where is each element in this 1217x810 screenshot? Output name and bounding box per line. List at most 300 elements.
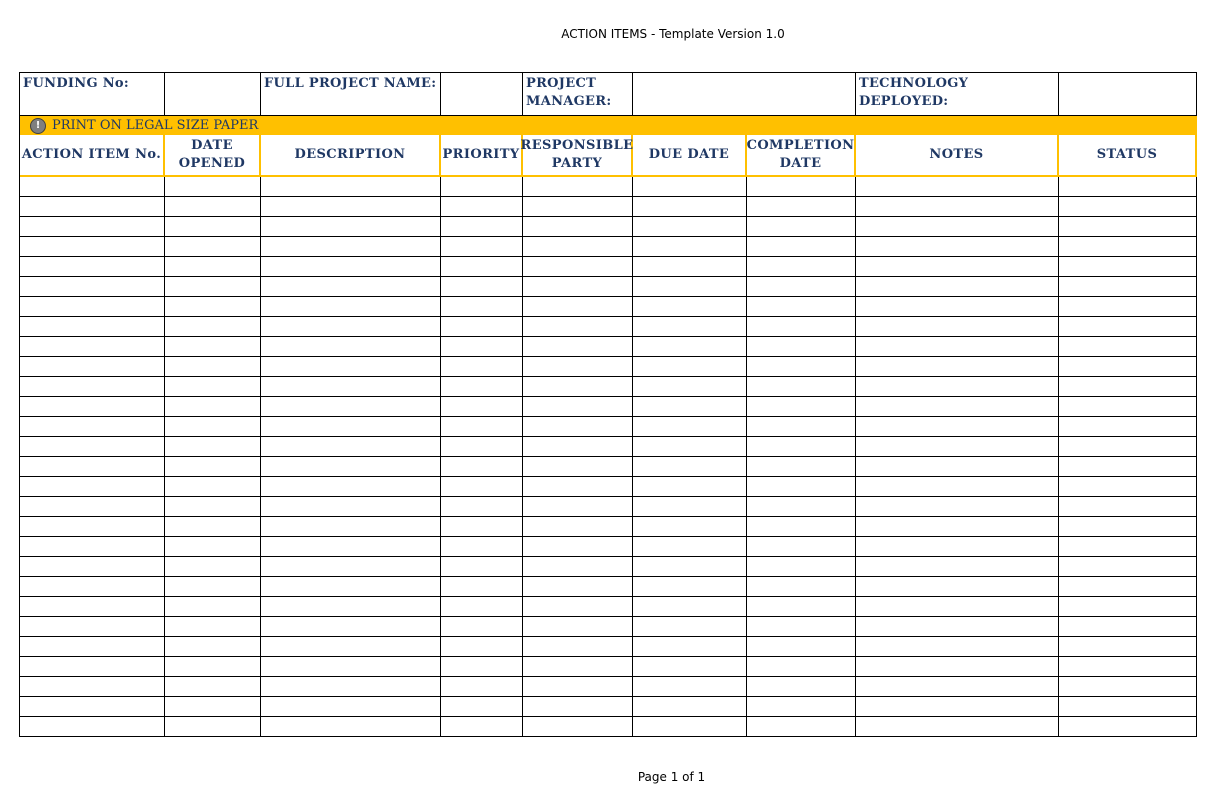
table-cell[interactable]: [747, 557, 856, 577]
table-cell[interactable]: [261, 537, 441, 557]
table-cell[interactable]: [441, 257, 523, 277]
table-cell[interactable]: [523, 577, 633, 597]
table-row: [19, 297, 1197, 317]
table-cell[interactable]: [165, 177, 261, 197]
table-cell[interactable]: [165, 477, 261, 497]
page-footer: Page 1 of 1: [637, 770, 706, 784]
table-cell[interactable]: [633, 297, 747, 317]
table-cell[interactable]: [19, 517, 165, 537]
column-header-4: RESPONSIBLE PARTY: [523, 135, 633, 177]
table-cell[interactable]: [747, 677, 856, 697]
table-cell[interactable]: [747, 297, 856, 317]
table-cell[interactable]: [633, 257, 747, 277]
table-cell[interactable]: [1059, 417, 1197, 437]
table-cell[interactable]: [1059, 237, 1197, 257]
banner-text: PRINT ON LEGAL SIZE PAPER: [52, 118, 259, 133]
table-cell[interactable]: [1059, 377, 1197, 397]
table-cell[interactable]: [856, 617, 1059, 637]
table-cell[interactable]: [165, 677, 261, 697]
table-cell[interactable]: [19, 597, 165, 617]
table-cell[interactable]: [856, 597, 1059, 617]
table-left-border: [19, 72, 20, 737]
table-cell[interactable]: [523, 257, 633, 277]
table-cell[interactable]: [1059, 257, 1197, 277]
table-cell[interactable]: [165, 377, 261, 397]
table-cell[interactable]: [856, 377, 1059, 397]
table-cell[interactable]: [856, 517, 1059, 537]
table-cell[interactable]: [165, 357, 261, 377]
table-cell[interactable]: [165, 337, 261, 357]
table-cell[interactable]: [261, 457, 441, 477]
table-cell[interactable]: [165, 257, 261, 277]
table-row: [19, 257, 1197, 277]
table-cell[interactable]: [856, 457, 1059, 477]
table-cell[interactable]: [441, 697, 523, 717]
table-cell[interactable]: [19, 357, 165, 377]
table-cell[interactable]: [523, 557, 633, 577]
table-cell[interactable]: [261, 417, 441, 437]
table-cell[interactable]: [747, 237, 856, 257]
table-cell[interactable]: [19, 457, 165, 477]
table-cell[interactable]: [856, 337, 1059, 357]
table-cell[interactable]: [261, 317, 441, 337]
table-row: [19, 317, 1197, 337]
table-cell[interactable]: [1059, 557, 1197, 577]
table-cell[interactable]: [523, 477, 633, 497]
table-cell[interactable]: [523, 717, 633, 737]
table-cell[interactable]: [1059, 437, 1197, 457]
table-cell[interactable]: [19, 657, 165, 677]
column-header-8: STATUS: [1059, 135, 1197, 177]
table-cell[interactable]: [747, 357, 856, 377]
table-cell[interactable]: [441, 397, 523, 417]
table-row: [19, 697, 1197, 717]
print-banner: [19, 115, 1197, 135]
table-cell[interactable]: [856, 557, 1059, 577]
table-cell[interactable]: [523, 317, 633, 337]
table-cell[interactable]: [1059, 717, 1197, 737]
table-row: [19, 477, 1197, 497]
table-cell[interactable]: [1059, 397, 1197, 417]
table-cell[interactable]: [633, 197, 747, 217]
technology-label: TECHNOLOGY DEPLOYED:: [859, 76, 969, 109]
table-cell[interactable]: [441, 497, 523, 517]
table-row: [19, 277, 1197, 297]
warning-icon: !: [30, 118, 46, 134]
table-row: [19, 357, 1197, 377]
column-header-3: PRIORITY: [441, 135, 523, 177]
table-cell[interactable]: [1059, 657, 1197, 677]
table-cell[interactable]: [856, 577, 1059, 597]
table-cell[interactable]: [19, 697, 165, 717]
table-cell[interactable]: [633, 457, 747, 477]
table-cell[interactable]: [633, 277, 747, 297]
table-cell[interactable]: [1059, 637, 1197, 657]
table-cell[interactable]: [165, 437, 261, 457]
table-cell[interactable]: [441, 317, 523, 337]
table-cell[interactable]: [856, 217, 1059, 237]
table-cell[interactable]: [441, 297, 523, 317]
table-cell[interactable]: [856, 257, 1059, 277]
project-info-row: [19, 72, 1197, 115]
table-cell[interactable]: [523, 357, 633, 377]
table-cell[interactable]: [856, 677, 1059, 697]
table-cell[interactable]: [747, 497, 856, 517]
table-cell[interactable]: [523, 397, 633, 417]
table-cell[interactable]: [165, 317, 261, 337]
table-cell[interactable]: [19, 617, 165, 637]
table-cell[interactable]: [1059, 297, 1197, 317]
table-cell[interactable]: [856, 397, 1059, 417]
table-row: [19, 597, 1197, 617]
column-header-0: ACTION ITEM No.: [19, 135, 165, 177]
table-cell[interactable]: [523, 517, 633, 537]
table-cell[interactable]: [747, 177, 856, 197]
table-cell[interactable]: [1059, 497, 1197, 517]
table-cell[interactable]: [747, 537, 856, 557]
table-cell[interactable]: [261, 397, 441, 417]
table-cell[interactable]: [165, 457, 261, 477]
column-header-1: DATE OPENED: [165, 135, 261, 177]
table-cell[interactable]: [261, 677, 441, 697]
table-cell[interactable]: [19, 217, 165, 237]
table-cell[interactable]: [856, 537, 1059, 557]
table-cell[interactable]: [261, 497, 441, 517]
table-cell[interactable]: [165, 597, 261, 617]
table-row: [19, 677, 1197, 697]
table-cell[interactable]: [523, 217, 633, 237]
table-row: [19, 217, 1197, 237]
table-cell[interactable]: [165, 197, 261, 217]
table-cell[interactable]: [261, 577, 441, 597]
table-cell[interactable]: [633, 377, 747, 397]
table-cell[interactable]: [856, 437, 1059, 457]
table-cell[interactable]: [441, 437, 523, 457]
table-cell[interactable]: [441, 597, 523, 617]
table-cell[interactable]: [747, 217, 856, 237]
table-cell[interactable]: [441, 377, 523, 397]
table-cell[interactable]: [747, 337, 856, 357]
table-cell[interactable]: [633, 517, 747, 537]
table-cell[interactable]: [1059, 477, 1197, 497]
table-cell[interactable]: [1059, 677, 1197, 697]
table-cell[interactable]: [19, 237, 165, 257]
table-cell[interactable]: [261, 357, 441, 377]
column-header-7: NOTES: [856, 135, 1059, 177]
table-cell[interactable]: [19, 417, 165, 437]
table-cell[interactable]: [165, 497, 261, 517]
table-cell[interactable]: [856, 277, 1059, 297]
table-cell[interactable]: [633, 317, 747, 337]
funding-input[interactable]: [164, 73, 261, 115]
table-cell[interactable]: [19, 297, 165, 317]
table-cell[interactable]: [19, 717, 165, 737]
table-cell[interactable]: [523, 337, 633, 357]
table-cell[interactable]: [261, 557, 441, 577]
table-cell[interactable]: [441, 277, 523, 297]
table-cell[interactable]: [633, 577, 747, 597]
table-cell[interactable]: [633, 617, 747, 637]
table-cell[interactable]: [1059, 697, 1197, 717]
table-row: [19, 237, 1197, 257]
table-cell[interactable]: [1059, 357, 1197, 377]
table-row: [19, 457, 1197, 477]
table-cell[interactable]: [165, 417, 261, 437]
table-cell[interactable]: [261, 437, 441, 457]
table-cell[interactable]: [633, 237, 747, 257]
project-manager-label: PROJECT MANAGER:: [526, 76, 612, 109]
table-cell[interactable]: [19, 497, 165, 517]
table-cell[interactable]: [747, 617, 856, 637]
table-cell[interactable]: [1059, 277, 1197, 297]
table-cell[interactable]: [633, 397, 747, 417]
table-cell[interactable]: [19, 397, 165, 417]
table-cell[interactable]: [856, 357, 1059, 377]
table-cell[interactable]: [165, 657, 261, 677]
table-cell[interactable]: [633, 717, 747, 737]
table-cell[interactable]: [165, 217, 261, 237]
project-name-input[interactable]: [440, 73, 523, 115]
table-cell[interactable]: [856, 317, 1059, 337]
table-cell[interactable]: [19, 577, 165, 597]
table-cell[interactable]: [856, 717, 1059, 737]
table-cell[interactable]: [261, 257, 441, 277]
table-cell[interactable]: [1059, 597, 1197, 617]
table-cell[interactable]: [261, 477, 441, 497]
table-cell[interactable]: [633, 537, 747, 557]
table-cell[interactable]: [523, 437, 633, 457]
table-cell[interactable]: [633, 217, 747, 237]
table-cell[interactable]: [1059, 517, 1197, 537]
table-cell[interactable]: [441, 457, 523, 477]
table-cell[interactable]: [165, 577, 261, 597]
table-cell[interactable]: [261, 517, 441, 537]
table-cell[interactable]: [441, 477, 523, 497]
table-cell[interactable]: [1059, 177, 1197, 197]
table-cell[interactable]: [856, 477, 1059, 497]
table-cell[interactable]: [1059, 617, 1197, 637]
table-cell[interactable]: [441, 337, 523, 357]
table-cell[interactable]: [19, 477, 165, 497]
table-cell[interactable]: [747, 317, 856, 337]
table-cell[interactable]: [523, 417, 633, 437]
table-cell[interactable]: [747, 577, 856, 597]
table-cell[interactable]: [747, 457, 856, 477]
table-cell[interactable]: [633, 357, 747, 377]
action-items-table: [19, 177, 1197, 737]
column-header-row: [19, 135, 1197, 177]
table-cell[interactable]: [523, 457, 633, 477]
table-cell[interactable]: [856, 237, 1059, 257]
table-cell[interactable]: [261, 297, 441, 317]
table-cell[interactable]: [19, 637, 165, 657]
table-cell[interactable]: [165, 617, 261, 637]
table-cell[interactable]: [165, 517, 261, 537]
table-cell[interactable]: [165, 537, 261, 557]
table-row: [19, 657, 1197, 677]
table-cell[interactable]: [633, 417, 747, 437]
table-row: [19, 397, 1197, 417]
table-cell[interactable]: [747, 637, 856, 657]
table-cell[interactable]: [1059, 317, 1197, 337]
column-header-5: DUE DATE: [633, 135, 747, 177]
table-cell[interactable]: [856, 297, 1059, 317]
table-cell[interactable]: [633, 337, 747, 357]
table-cell[interactable]: [165, 297, 261, 317]
table-cell[interactable]: [19, 377, 165, 397]
table-cell[interactable]: [441, 717, 523, 737]
table-cell[interactable]: [633, 437, 747, 457]
funding-label: FUNDING No:: [19, 73, 164, 115]
table-cell[interactable]: [261, 177, 441, 197]
table-row: [19, 337, 1197, 357]
technology-input[interactable]: [1058, 73, 1197, 115]
table-cell[interactable]: [1059, 537, 1197, 557]
table-cell[interactable]: [441, 197, 523, 217]
table-row: [19, 197, 1197, 217]
table-cell[interactable]: [261, 277, 441, 297]
table-cell[interactable]: [747, 277, 856, 297]
table-cell[interactable]: [856, 177, 1059, 197]
table-cell[interactable]: [633, 637, 747, 657]
table-cell[interactable]: [441, 637, 523, 657]
table-cell[interactable]: [633, 697, 747, 717]
table-cell[interactable]: [441, 517, 523, 537]
table-cell[interactable]: [261, 197, 441, 217]
table-cell[interactable]: [856, 417, 1059, 437]
table-cell[interactable]: [441, 237, 523, 257]
table-cell[interactable]: [747, 397, 856, 417]
table-cell[interactable]: [633, 497, 747, 517]
table-cell[interactable]: [165, 277, 261, 297]
table-cell[interactable]: [523, 497, 633, 517]
table-cell[interactable]: [441, 677, 523, 697]
table-cell[interactable]: [523, 197, 633, 217]
table-cell[interactable]: [441, 217, 523, 237]
table-cell[interactable]: [261, 657, 441, 677]
table-cell[interactable]: [19, 437, 165, 457]
table-cell[interactable]: [19, 197, 165, 217]
table-cell[interactable]: [856, 197, 1059, 217]
table-row: [19, 417, 1197, 437]
table-cell[interactable]: [747, 657, 856, 677]
table-cell[interactable]: [19, 277, 165, 297]
table-row: [19, 537, 1197, 557]
table-cell[interactable]: [1059, 217, 1197, 237]
table-cell[interactable]: [523, 637, 633, 657]
table-cell[interactable]: [165, 717, 261, 737]
table-cell[interactable]: [19, 317, 165, 337]
table-cell[interactable]: [165, 697, 261, 717]
table-cell[interactable]: [261, 337, 441, 357]
table-cell[interactable]: [165, 637, 261, 657]
table-cell[interactable]: [747, 477, 856, 497]
table-cell[interactable]: [261, 697, 441, 717]
table-cell[interactable]: [19, 257, 165, 277]
project-name-label: FULL PROJECT NAME:: [264, 76, 437, 91]
table-cell[interactable]: [441, 657, 523, 677]
table-cell[interactable]: [1059, 197, 1197, 217]
table-cell[interactable]: [523, 377, 633, 397]
table-cell[interactable]: [441, 357, 523, 377]
table-cell[interactable]: [856, 657, 1059, 677]
table-cell[interactable]: [441, 557, 523, 577]
table-cell[interactable]: [19, 677, 165, 697]
table-cell[interactable]: [19, 537, 165, 557]
table-cell[interactable]: [747, 377, 856, 397]
table-cell[interactable]: [747, 417, 856, 437]
table-row: [19, 717, 1197, 737]
action-items-sheet: [19, 72, 1197, 171]
table-cell[interactable]: [633, 477, 747, 497]
table-cell[interactable]: [633, 597, 747, 617]
table-cell[interactable]: [856, 697, 1059, 717]
table-cell[interactable]: [1059, 457, 1197, 477]
table-cell[interactable]: [633, 177, 747, 197]
table-cell[interactable]: [165, 397, 261, 417]
table-row: [19, 377, 1197, 397]
table-row: [19, 517, 1197, 537]
table-cell[interactable]: [747, 717, 856, 737]
table-cell[interactable]: [441, 577, 523, 597]
table-cell[interactable]: [523, 237, 633, 257]
column-header-6: COMPLETION DATE: [747, 135, 856, 177]
table-cell[interactable]: [441, 417, 523, 437]
table-row: [19, 177, 1197, 197]
table-cell[interactable]: [165, 557, 261, 577]
table-cell[interactable]: [165, 237, 261, 257]
project-manager-input[interactable]: [632, 73, 856, 115]
table-cell[interactable]: [441, 177, 523, 197]
table-cell[interactable]: [523, 657, 633, 677]
table-cell[interactable]: [261, 637, 441, 657]
table-cell[interactable]: [261, 217, 441, 237]
table-cell[interactable]: [747, 597, 856, 617]
table-cell[interactable]: [747, 197, 856, 217]
table-cell[interactable]: [441, 617, 523, 637]
table-cell[interactable]: [856, 637, 1059, 657]
table-cell[interactable]: [19, 337, 165, 357]
table-cell[interactable]: [441, 537, 523, 557]
table-cell[interactable]: [19, 557, 165, 577]
table-cell[interactable]: [856, 497, 1059, 517]
table-cell[interactable]: [747, 517, 856, 537]
table-cell[interactable]: [633, 557, 747, 577]
page-title: ACTION ITEMS - Template Version 1.0: [561, 27, 785, 41]
table-cell[interactable]: [747, 437, 856, 457]
table-cell[interactable]: [747, 697, 856, 717]
table-cell[interactable]: [523, 677, 633, 697]
table-cell[interactable]: [261, 237, 441, 257]
table-cell[interactable]: [261, 717, 441, 737]
table-cell[interactable]: [523, 297, 633, 317]
table-cell[interactable]: [261, 597, 441, 617]
table-cell[interactable]: [19, 177, 165, 197]
table-cell[interactable]: [523, 537, 633, 557]
table-cell[interactable]: [523, 697, 633, 717]
table-cell[interactable]: [747, 257, 856, 277]
table-cell[interactable]: [261, 377, 441, 397]
table-cell[interactable]: [261, 617, 441, 637]
table-cell[interactable]: [1059, 577, 1197, 597]
table-cell[interactable]: [523, 277, 633, 297]
table-cell[interactable]: [633, 677, 747, 697]
table-cell[interactable]: [523, 177, 633, 197]
table-cell[interactable]: [1059, 337, 1197, 357]
table-cell[interactable]: [523, 597, 633, 617]
table-cell[interactable]: [523, 617, 633, 637]
table-cell[interactable]: [633, 657, 747, 677]
